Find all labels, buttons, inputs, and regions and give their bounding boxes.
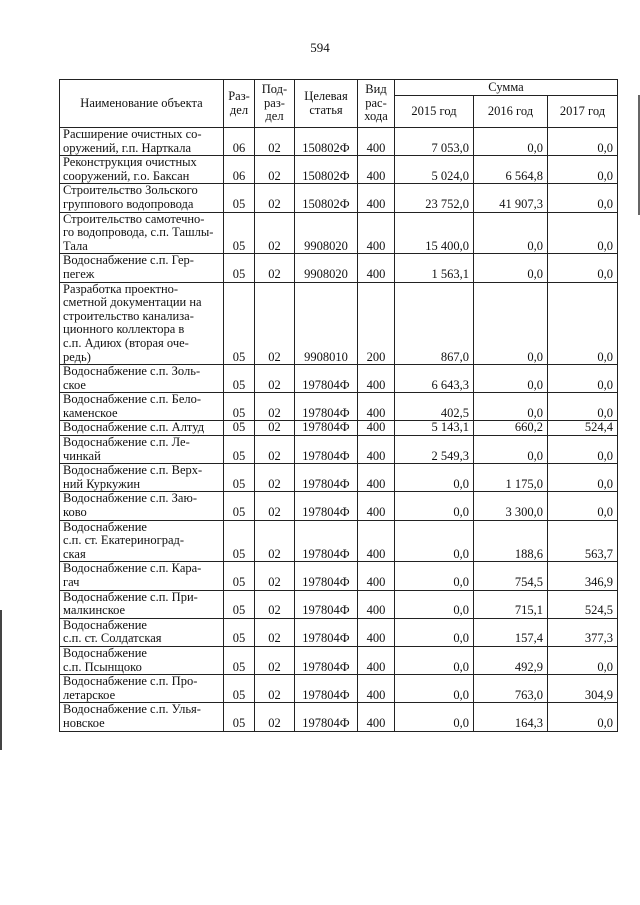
cell-statya: 197804Ф bbox=[295, 421, 358, 436]
header-year-2015: 2015 год bbox=[395, 96, 474, 128]
cell-2016: 0,0 bbox=[474, 254, 548, 282]
cell-podrazdel: 02 bbox=[255, 675, 295, 703]
table-row bbox=[60, 436, 618, 464]
cell-vid: 200 bbox=[358, 282, 395, 365]
cell-2016: 0,0 bbox=[474, 128, 548, 156]
cell-vid: 400 bbox=[358, 464, 395, 492]
cell-name: Разработка проектно- сметной документации на строительство канализа- ционного коллектора в с.п. Адиюх (вторая оче- редь) bbox=[60, 282, 224, 365]
cell-2017: 0,0 bbox=[548, 156, 618, 184]
cell-2016: 0,0 bbox=[474, 436, 548, 464]
cell-2015: 0,0 bbox=[395, 703, 474, 731]
header-summa: Сумма bbox=[395, 80, 618, 96]
table-row bbox=[60, 128, 618, 156]
table-header bbox=[60, 80, 618, 128]
cell-podrazdel: 02 bbox=[255, 421, 295, 436]
table-row bbox=[60, 365, 618, 393]
cell-statya: 197804Ф bbox=[295, 675, 358, 703]
cell-podrazdel: 02 bbox=[255, 520, 295, 562]
cell-name: Расширение очистных со- оружений, г.п. Нарткала bbox=[60, 128, 224, 156]
cell-razdel: 05 bbox=[224, 212, 255, 254]
table-row bbox=[60, 590, 618, 618]
cell-name: Водоснабжение с.п. При- малкинское bbox=[60, 590, 224, 618]
cell-statya: 150802Ф bbox=[295, 156, 358, 184]
header-podrazdel: Под- раз- дел bbox=[255, 80, 295, 128]
cell-statya: 9908020 bbox=[295, 254, 358, 282]
cell-2015: 867,0 bbox=[395, 282, 474, 365]
table-body bbox=[60, 128, 618, 732]
cell-name: Водоснабжение с.п. Кара- гач bbox=[60, 562, 224, 590]
cell-2015: 0,0 bbox=[395, 520, 474, 562]
cell-razdel: 05 bbox=[224, 393, 255, 421]
cell-podrazdel: 02 bbox=[255, 436, 295, 464]
cell-vid: 400 bbox=[358, 646, 395, 674]
cell-razdel: 05 bbox=[224, 675, 255, 703]
cell-2016: 660,2 bbox=[474, 421, 548, 436]
cell-podrazdel: 02 bbox=[255, 562, 295, 590]
cell-podrazdel: 02 bbox=[255, 212, 295, 254]
cell-podrazdel: 02 bbox=[255, 646, 295, 674]
cell-razdel: 05 bbox=[224, 254, 255, 282]
cell-razdel: 05 bbox=[224, 618, 255, 646]
page-number: 594 bbox=[310, 40, 330, 55]
cell-2015: 0,0 bbox=[395, 590, 474, 618]
cell-2015: 15 400,0 bbox=[395, 212, 474, 254]
cell-2016: 492,9 bbox=[474, 646, 548, 674]
cell-2016: 6 564,8 bbox=[474, 156, 548, 184]
cell-statya: 197804Ф bbox=[295, 464, 358, 492]
cell-razdel: 05 bbox=[224, 590, 255, 618]
header-year-2016: 2016 год bbox=[474, 96, 548, 128]
cell-razdel: 05 bbox=[224, 492, 255, 520]
cell-name: Реконструкция очистных сооружений, г.о. Баксан bbox=[60, 156, 224, 184]
cell-2017: 304,9 bbox=[548, 675, 618, 703]
cell-2017: 524,5 bbox=[548, 590, 618, 618]
table-row bbox=[60, 184, 618, 212]
header-vid: Вид рас- хода bbox=[358, 80, 395, 128]
cell-podrazdel: 02 bbox=[255, 184, 295, 212]
cell-razdel: 05 bbox=[224, 520, 255, 562]
cell-statya: 9908010 bbox=[295, 282, 358, 365]
cell-name: Строительство Зольского группового водопровода bbox=[60, 184, 224, 212]
table-row bbox=[60, 393, 618, 421]
cell-vid: 400 bbox=[358, 254, 395, 282]
cell-name: Водоснабжение с.п. Гер- пегеж bbox=[60, 254, 224, 282]
cell-2017: 0,0 bbox=[548, 436, 618, 464]
table-row bbox=[60, 703, 618, 731]
cell-2015: 0,0 bbox=[395, 492, 474, 520]
cell-vid: 400 bbox=[358, 590, 395, 618]
cell-2017: 0,0 bbox=[548, 492, 618, 520]
cell-podrazdel: 02 bbox=[255, 703, 295, 731]
cell-podrazdel: 02 bbox=[255, 156, 295, 184]
table-row bbox=[60, 562, 618, 590]
cell-statya: 197804Ф bbox=[295, 646, 358, 674]
cell-razdel: 06 bbox=[224, 128, 255, 156]
cell-name: Водоснабжение с.п. Улья- новское bbox=[60, 703, 224, 731]
table-row bbox=[60, 675, 618, 703]
cell-2015: 7 053,0 bbox=[395, 128, 474, 156]
cell-vid: 400 bbox=[358, 492, 395, 520]
cell-2015: 0,0 bbox=[395, 618, 474, 646]
cell-2015: 1 563,1 bbox=[395, 254, 474, 282]
cell-2017: 0,0 bbox=[548, 184, 618, 212]
cell-vid: 400 bbox=[358, 212, 395, 254]
table-row bbox=[60, 464, 618, 492]
cell-2016: 0,0 bbox=[474, 282, 548, 365]
cell-statya: 197804Ф bbox=[295, 703, 358, 731]
cell-statya: 197804Ф bbox=[295, 520, 358, 562]
table-row bbox=[60, 421, 618, 436]
cell-podrazdel: 02 bbox=[255, 492, 295, 520]
table-row bbox=[60, 492, 618, 520]
cell-2016: 0,0 bbox=[474, 365, 548, 393]
cell-name: Водоснабжение с.п. ст. Солдатская bbox=[60, 618, 224, 646]
table-row bbox=[60, 520, 618, 562]
cell-vid: 400 bbox=[358, 421, 395, 436]
cell-statya: 197804Ф bbox=[295, 590, 358, 618]
cell-2016: 41 907,3 bbox=[474, 184, 548, 212]
cell-podrazdel: 02 bbox=[255, 254, 295, 282]
cell-2015: 0,0 bbox=[395, 646, 474, 674]
cell-2015: 5 024,0 bbox=[395, 156, 474, 184]
cell-name: Водоснабжение с.п. Ле- чинкай bbox=[60, 436, 224, 464]
cell-statya: 197804Ф bbox=[295, 492, 358, 520]
cell-2015: 402,5 bbox=[395, 393, 474, 421]
scan-edge-mark-right bbox=[636, 95, 640, 215]
cell-podrazdel: 02 bbox=[255, 618, 295, 646]
cell-2017: 0,0 bbox=[548, 254, 618, 282]
cell-razdel: 06 bbox=[224, 156, 255, 184]
header-name: Наименование объекта bbox=[60, 80, 224, 128]
table-row bbox=[60, 646, 618, 674]
cell-vid: 400 bbox=[358, 184, 395, 212]
cell-razdel: 05 bbox=[224, 562, 255, 590]
table-row bbox=[60, 156, 618, 184]
cell-2016: 1 175,0 bbox=[474, 464, 548, 492]
cell-podrazdel: 02 bbox=[255, 590, 295, 618]
cell-vid: 400 bbox=[358, 562, 395, 590]
cell-name: Водоснабжение с.п. Заю- ково bbox=[60, 492, 224, 520]
cell-statya: 197804Ф bbox=[295, 393, 358, 421]
cell-razdel: 05 bbox=[224, 282, 255, 365]
cell-2015: 6 643,3 bbox=[395, 365, 474, 393]
cell-name: Водоснабжение с.п. ст. Екатериноград- ская bbox=[60, 520, 224, 562]
cell-2016: 3 300,0 bbox=[474, 492, 548, 520]
cell-2015: 2 549,3 bbox=[395, 436, 474, 464]
cell-name: Водоснабжение с.п. Про- летарское bbox=[60, 675, 224, 703]
cell-name: Водоснабжение с.п. Алтуд bbox=[60, 421, 224, 436]
cell-razdel: 05 bbox=[224, 703, 255, 731]
cell-statya: 197804Ф bbox=[295, 562, 358, 590]
cell-razdel: 05 bbox=[224, 646, 255, 674]
cell-2015: 23 752,0 bbox=[395, 184, 474, 212]
cell-2017: 0,0 bbox=[548, 646, 618, 674]
cell-2016: 754,5 bbox=[474, 562, 548, 590]
cell-2016: 157,4 bbox=[474, 618, 548, 646]
cell-statya: 197804Ф bbox=[295, 618, 358, 646]
cell-2017: 0,0 bbox=[548, 282, 618, 365]
cell-2016: 188,6 bbox=[474, 520, 548, 562]
cell-2016: 763,0 bbox=[474, 675, 548, 703]
cell-podrazdel: 02 bbox=[255, 464, 295, 492]
cell-2017: 0,0 bbox=[548, 212, 618, 254]
cell-vid: 400 bbox=[358, 128, 395, 156]
table-row bbox=[60, 212, 618, 254]
cell-vid: 400 bbox=[358, 675, 395, 703]
cell-vid: 400 bbox=[358, 618, 395, 646]
table-row bbox=[60, 254, 618, 282]
cell-statya: 9908020 bbox=[295, 212, 358, 254]
cell-2017: 0,0 bbox=[548, 128, 618, 156]
cell-2016: 715,1 bbox=[474, 590, 548, 618]
cell-podrazdel: 02 bbox=[255, 393, 295, 421]
cell-2015: 0,0 bbox=[395, 675, 474, 703]
cell-statya: 150802Ф bbox=[295, 184, 358, 212]
cell-statya: 197804Ф bbox=[295, 365, 358, 393]
cell-vid: 400 bbox=[358, 393, 395, 421]
cell-vid: 400 bbox=[358, 436, 395, 464]
cell-name: Водоснабжение с.п. Бело- каменское bbox=[60, 393, 224, 421]
scan-edge-mark bbox=[0, 610, 4, 750]
cell-razdel: 05 bbox=[224, 421, 255, 436]
cell-2016: 0,0 bbox=[474, 212, 548, 254]
cell-vid: 400 bbox=[358, 156, 395, 184]
cell-2017: 0,0 bbox=[548, 393, 618, 421]
cell-podrazdel: 02 bbox=[255, 128, 295, 156]
cell-name: Строительство самотечно- го водопровода, с.п. Ташлы- Тала bbox=[60, 212, 224, 254]
cell-2017: 524,4 bbox=[548, 421, 618, 436]
cell-vid: 400 bbox=[358, 520, 395, 562]
cell-podrazdel: 02 bbox=[255, 282, 295, 365]
cell-2017: 0,0 bbox=[548, 365, 618, 393]
table-row bbox=[60, 618, 618, 646]
table-row bbox=[60, 282, 618, 365]
cell-name: Водоснабжение с.п. Верх- ний Куркужин bbox=[60, 464, 224, 492]
cell-2017: 0,0 bbox=[548, 464, 618, 492]
cell-2015: 0,0 bbox=[395, 562, 474, 590]
cell-2015: 0,0 bbox=[395, 464, 474, 492]
cell-2017: 346,9 bbox=[548, 562, 618, 590]
cell-statya: 197804Ф bbox=[295, 436, 358, 464]
cell-razdel: 05 bbox=[224, 184, 255, 212]
cell-statya: 150802Ф bbox=[295, 128, 358, 156]
header-razdel: Раз- дел bbox=[224, 80, 255, 128]
cell-razdel: 05 bbox=[224, 436, 255, 464]
cell-vid: 400 bbox=[358, 365, 395, 393]
cell-name: Водоснабжение с.п. Золь- ское bbox=[60, 365, 224, 393]
cell-razdel: 05 bbox=[224, 464, 255, 492]
cell-podrazdel: 02 bbox=[255, 365, 295, 393]
cell-2015: 5 143,1 bbox=[395, 421, 474, 436]
cell-name: Водоснабжение с.п. Псынщоко bbox=[60, 646, 224, 674]
cell-razdel: 05 bbox=[224, 365, 255, 393]
budget-table bbox=[59, 79, 618, 732]
cell-2017: 0,0 bbox=[548, 703, 618, 731]
cell-2017: 563,7 bbox=[548, 520, 618, 562]
cell-2016: 164,3 bbox=[474, 703, 548, 731]
header-statya: Целевая статья bbox=[295, 80, 358, 128]
cell-vid: 400 bbox=[358, 703, 395, 731]
cell-2017: 377,3 bbox=[548, 618, 618, 646]
cell-2016: 0,0 bbox=[474, 393, 548, 421]
header-year-2017: 2017 год bbox=[548, 96, 618, 128]
